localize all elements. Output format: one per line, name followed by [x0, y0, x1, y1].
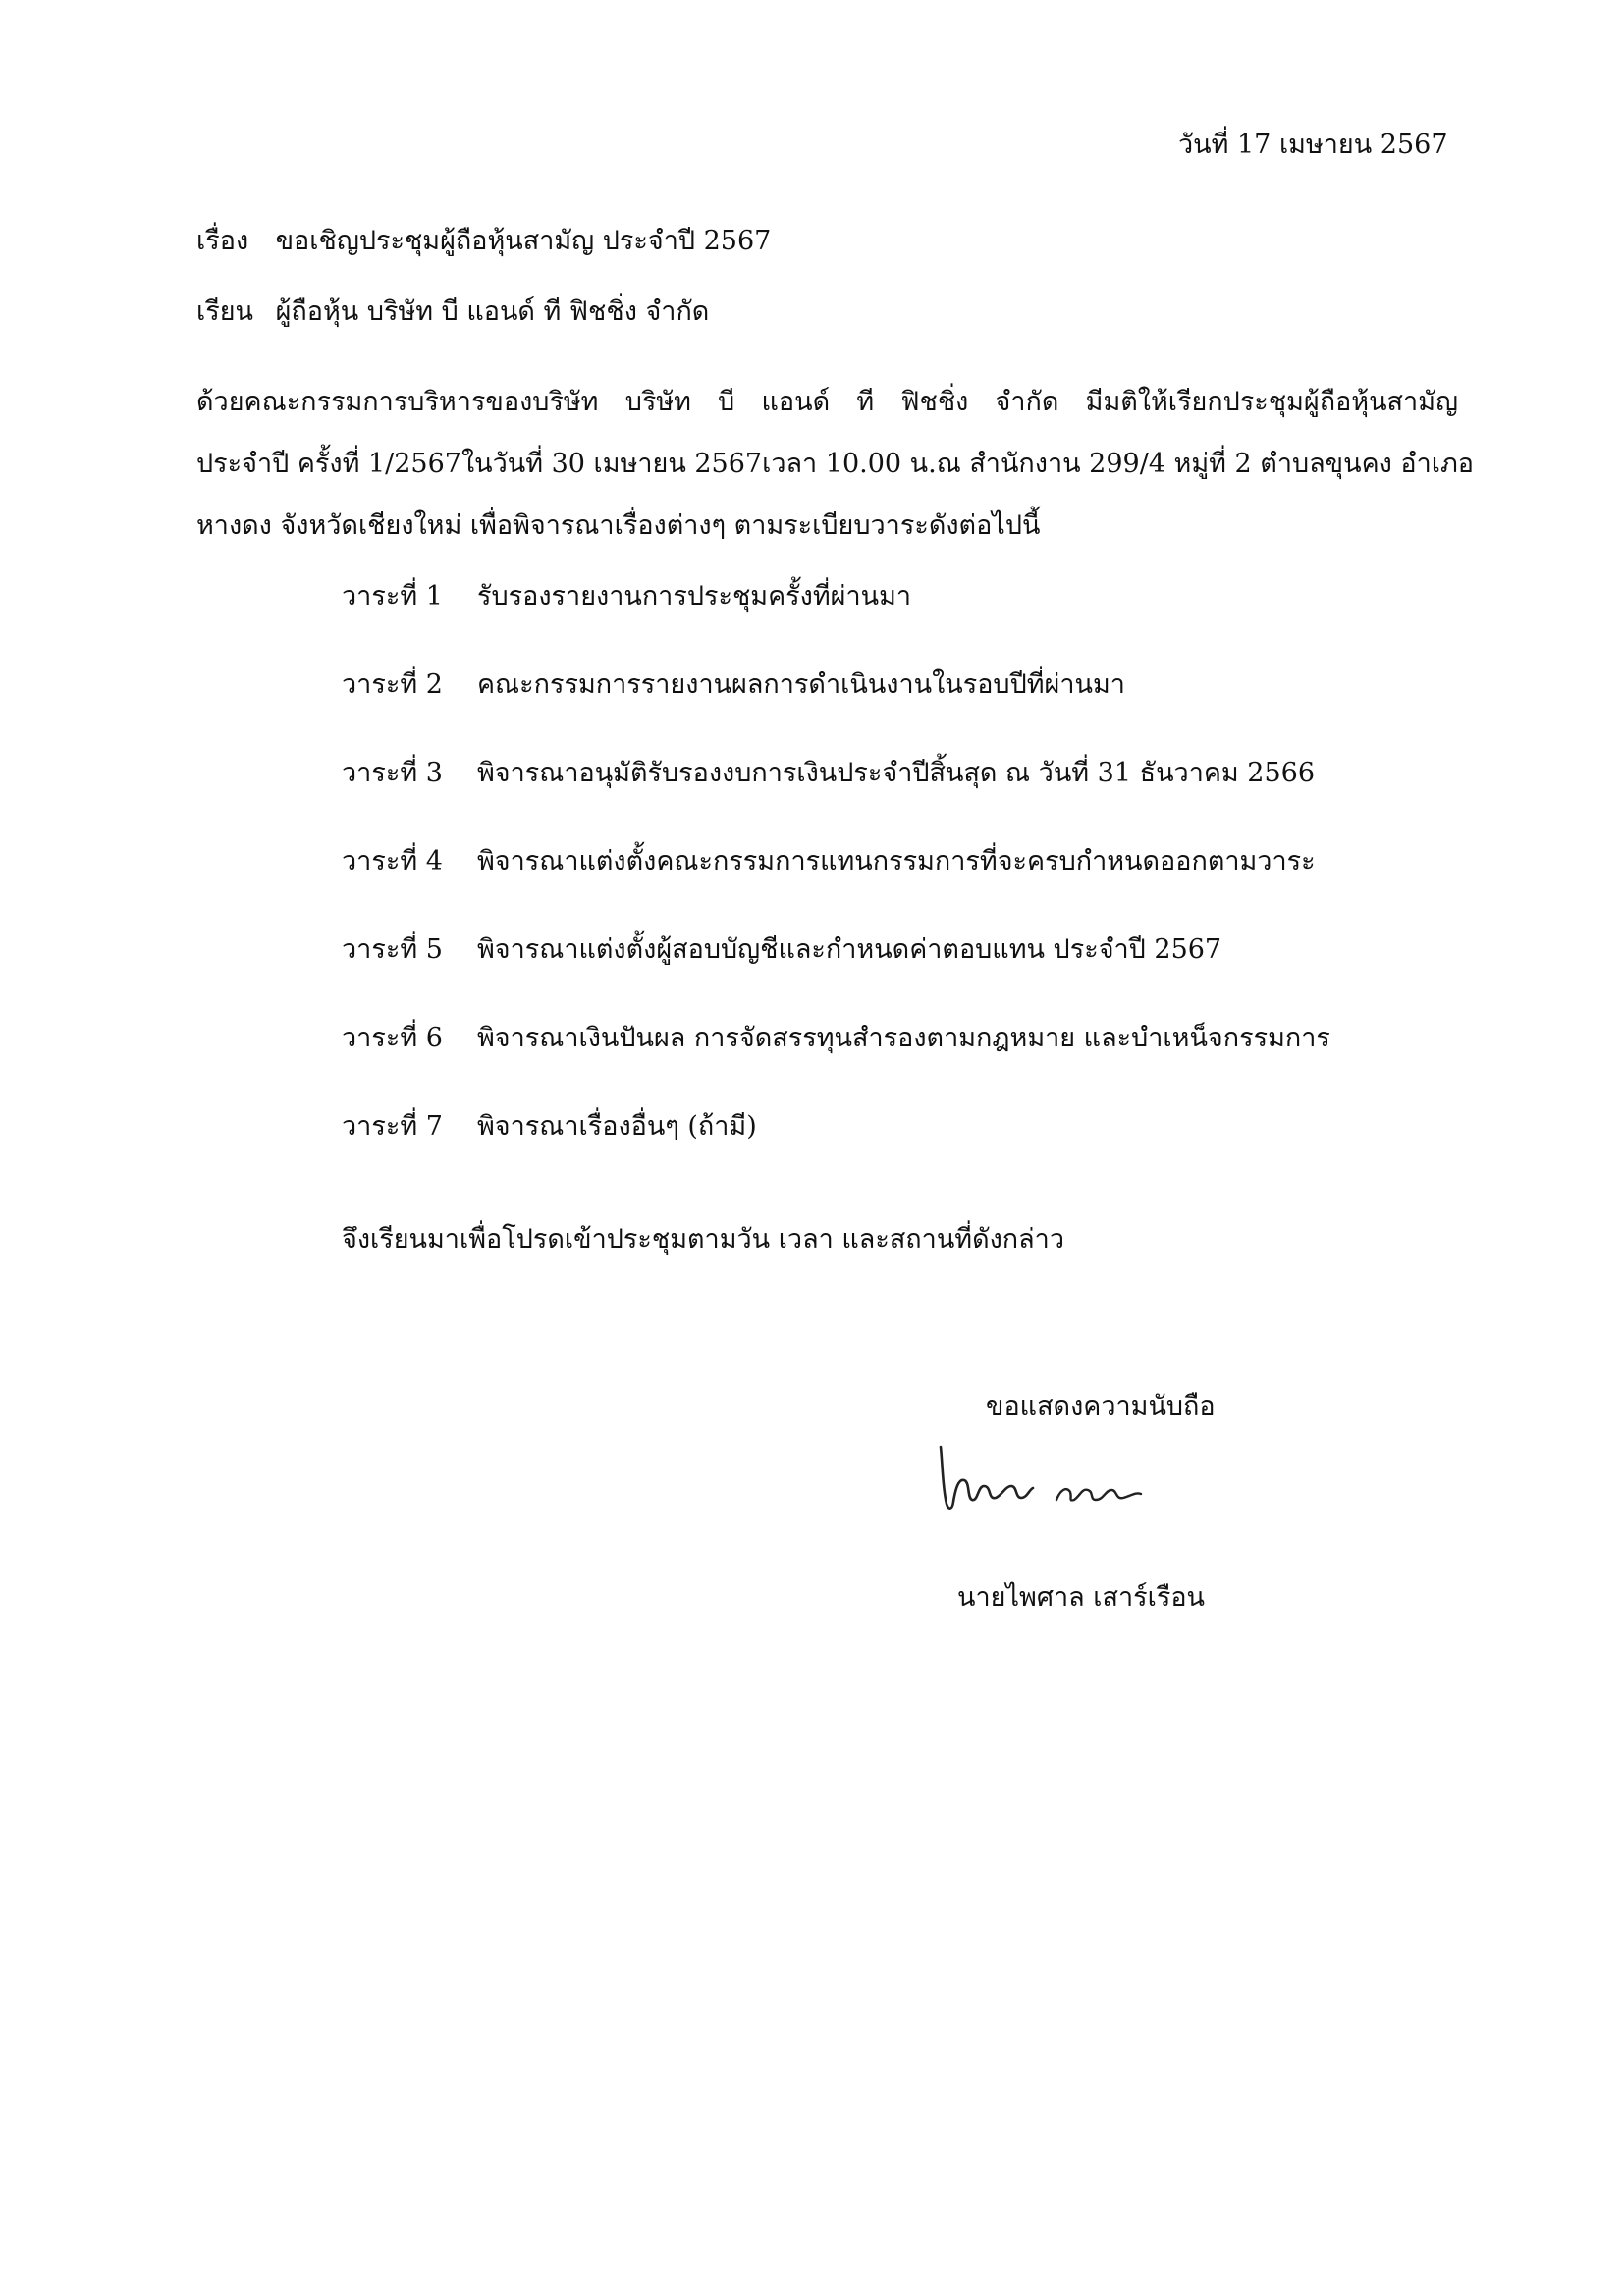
- agenda-number: วาระที่ 6: [342, 1023, 443, 1053]
- agenda-item: [342, 756, 1471, 844]
- signature-stroke: [1056, 1489, 1141, 1500]
- agenda-text: พิจารณาเงินปันผล การจัดสรรทุนสำรองตามกฎหมาย และบำเหน็จกรรมการ: [477, 1023, 1330, 1053]
- body-line-3: หางดง จังหวัดเชียงใหม่ เพื่อพิจารณาเรื่องต่างๆ ตามระเบียบวาระดังต่อไปนี้: [196, 510, 1041, 541]
- agenda-text: พิจารณาแต่งตั้งคณะกรรมการแทนกรรมการที่จะครบกำหนดออกตามวาระ: [477, 846, 1316, 877]
- agenda-item: [342, 1021, 1471, 1109]
- closing-sentence: จึงเรียนมาเพื่อโปรดเข้าประชุมตามวัน เวลา และสถานที่ดังกล่าว: [342, 1224, 1065, 1255]
- agenda-number: วาระที่ 1: [342, 581, 443, 612]
- handwritten-signature: [913, 1441, 1198, 1529]
- subject-label: เรื่อง: [196, 226, 249, 256]
- agenda-text: พิจารณาแต่งตั้งผู้สอบบัญชีและกำหนดค่าตอบแทน ประจำปี 2567: [477, 934, 1222, 965]
- body-line-2: ประจำปี ครั้งที่ 1/2567ในวันที่ 30 เมษายน 2567เวลา 10.00 น.ณ สำนักงาน 299/4 หมู่ที่ 2 ตำบลขุนคง อำเภอ: [196, 449, 1475, 479]
- agenda-list: [342, 579, 1471, 1198]
- signature-stroke: [941, 1447, 1033, 1509]
- agenda-item: [342, 1109, 1471, 1198]
- body-line-1: ด้วยคณะกรรมการบริหารของบริษัท บริษัท บี แอนด์ ที ฟิชชิ่ง จำกัด มีมติให้เรียกประชุมผู้ถือหุ้นสามัญ: [196, 387, 1458, 417]
- agenda-number: วาระที่ 3: [342, 758, 443, 788]
- agenda-text: รับรองรายงานการประชุมครั้งที่ผ่านมา: [477, 581, 912, 612]
- agenda-number: วาระที่ 7: [342, 1111, 443, 1142]
- agenda-item: [342, 579, 1471, 667]
- agenda-item: [342, 933, 1471, 1021]
- subject-text: ขอเชิญประชุมผู้ถือหุ้นสามัญ ประจำปี 2567: [275, 226, 772, 256]
- recipient-text: ผู้ถือหุ้น บริษัท บี แอนด์ ที ฟิชชิ่ง จำกัด: [275, 296, 710, 327]
- agenda-number: วาระที่ 2: [342, 669, 443, 700]
- agenda-number: วาระที่ 4: [342, 846, 443, 877]
- recipient-label: เรียน: [196, 296, 254, 327]
- letter-date: วันที่ 17 เมษายน 2567: [1178, 130, 1448, 160]
- agenda-text: พิจารณาเรื่องอื่นๆ (ถ้ามี): [477, 1111, 757, 1142]
- subject-line: [196, 224, 771, 259]
- agenda-item: [342, 844, 1471, 933]
- signatory-name: นายไพศาล เสาร์เรือน: [957, 1582, 1206, 1613]
- agenda-text: พิจารณาอนุมัติรับรองงบการเงินประจำปีสิ้นสุด ณ วันที่ 31 ธันวาคม 2566: [477, 758, 1316, 788]
- agenda-text: คณะกรรมการรายงานผลการดำเนินงานในรอบปีที่ผ่านมา: [477, 669, 1125, 700]
- agenda-item: [342, 667, 1471, 756]
- recipient-line: [196, 294, 709, 330]
- regards-text: ขอแสดงความนับถือ: [986, 1391, 1216, 1421]
- agenda-number: วาระที่ 5: [342, 934, 443, 965]
